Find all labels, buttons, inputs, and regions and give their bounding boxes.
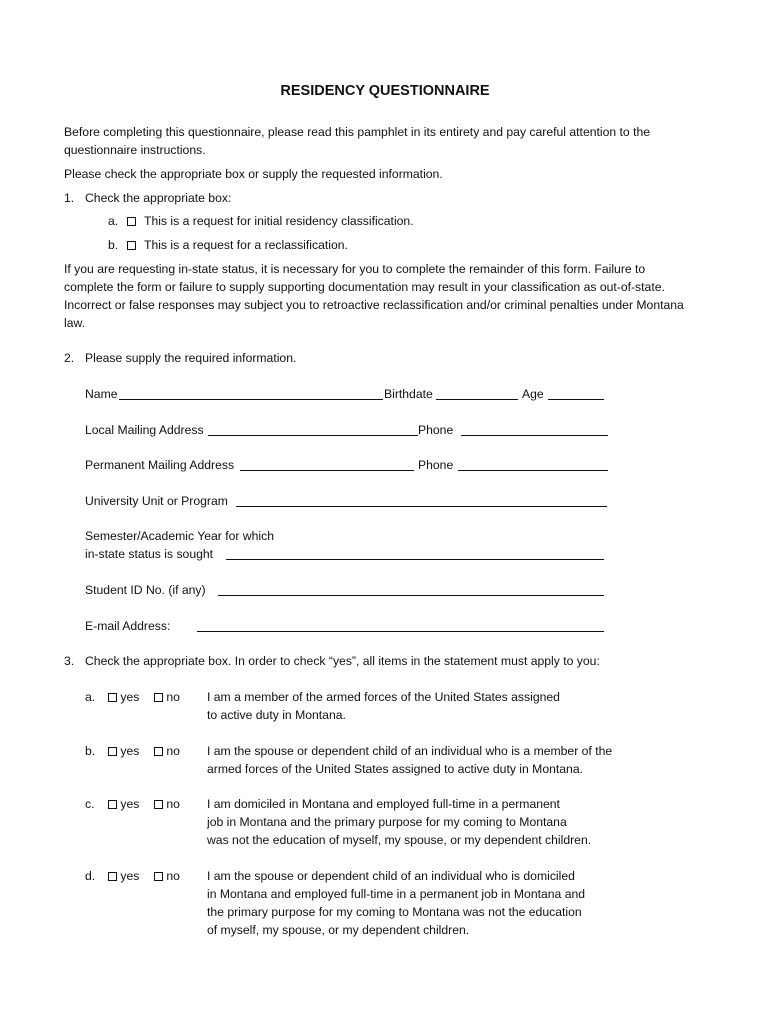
q3-item-line: armed forces of the United States assigned to active duty in Montana. [207,762,583,776]
intro-line: Before completing this questionnaire, please read this pamphlet in its entirety and pay careful attention to the [64,125,651,139]
q3-item-line: to active duty in Montana. [207,708,346,722]
q3-item-b-no[interactable] [154,742,180,760]
notice-line: law. [64,316,86,330]
semester-label: Semester/Academic Year for which [85,529,274,543]
email-label: E-mail Address: [85,619,171,633]
phone-label: Phone [418,423,454,437]
student-id-label: Student ID No. (if any) [85,583,206,597]
q1-option-letter: a. [108,214,119,228]
yes-label: yes [120,869,140,883]
page-title: RESIDENCY QUESTIONNAIRE [280,83,490,99]
q2-text: Please supply the required information. [85,351,297,365]
notice-line: Incorrect or false responses may subject you to retroactive reclassification and/or criminal penalties under Montana [64,298,684,312]
q3-item-line: job in Montana and the primary purpose for my coming to Montana [207,815,567,829]
q3-item-line: I am a member of the armed forces of the United States assigned [207,690,560,704]
local-phone-field[interactable] [461,435,608,436]
name-field[interactable] [119,399,383,400]
notice-line: complete the form or failure to supply supporting documentation may result in your classification as out-of-state. [64,280,665,294]
q3-item-line: I am the spouse or dependent child of an individual who is a member of the [207,744,613,758]
q3-item-c-no[interactable] [154,795,180,813]
unit-label: University Unit or Program [85,494,228,508]
semester-label: in-state status is sought [85,547,214,561]
instruction-line: Please check the appropriate box or supply the requested information. [64,167,443,181]
q3-item-d-no[interactable] [154,867,180,885]
q1-option-a-checkbox[interactable] [127,212,136,230]
q3-item-line: I am the spouse or dependent child of an individual who is domiciled [207,869,575,883]
q3-item-a-yes[interactable] [108,688,139,706]
q3-item-a-no[interactable] [154,688,180,706]
q2-number: 2. [64,351,75,365]
q3-item-c-yes[interactable] [108,795,139,813]
local-address-field[interactable] [208,435,418,436]
q3-item-letter: d. [85,869,96,883]
permanent-phone-field[interactable] [458,470,608,471]
q3-text: Check the appropriate box. In order to check “yes”, all items in the statement must apply to you: [85,654,600,668]
q3-item-line: I am domiciled in Montana and employed full-time in a permanent [207,797,560,811]
yes-label: yes [120,744,140,758]
q3-item-line: the primary purpose for my coming to Montana was not the education [207,905,582,919]
permanent-address-field[interactable] [240,470,414,471]
no-label: no [166,690,180,704]
q1-text: Check the appropriate box: [85,191,232,205]
q3-item-b-yes[interactable] [108,742,139,760]
q3-item-line: in Montana and employed full-time in a permanent job in Montana and [207,887,586,901]
q3-item-d-yes[interactable] [108,867,139,885]
semester-field[interactable] [226,559,604,560]
unit-field[interactable] [236,506,607,507]
q3-item-letter: a. [85,690,96,704]
yes-label: yes [120,797,140,811]
yes-label: yes [120,690,140,704]
birthdate-field[interactable] [436,399,518,400]
no-label: no [166,797,180,811]
local-address-label: Local Mailing Address [85,423,204,437]
name-label: Name [85,387,118,401]
age-field[interactable] [548,399,604,400]
email-field[interactable] [197,631,604,632]
q1-option-text: This is a request for initial residency classification. [144,214,414,228]
permanent-address-label: Permanent Mailing Address [85,458,235,472]
student-id-field[interactable] [218,595,604,596]
no-label: no [166,869,180,883]
notice-line: If you are requesting in-state status, it is necessary for you to complete the remainder of this form. Failure to [64,262,646,276]
q1-option-letter: b. [108,238,119,252]
no-label: no [166,744,180,758]
q1-number: 1. [64,191,75,205]
q3-item-line: was not the education of myself, my spouse, or my dependent children. [207,833,592,847]
intro-line: questionnaire instructions. [64,143,206,157]
q3-item-letter: c. [85,797,95,811]
q1-option-text: This is a request for a reclassification. [144,238,348,252]
q3-number: 3. [64,654,75,668]
age-label: Age [522,387,544,401]
phone-label: Phone [418,458,454,472]
q1-option-b-checkbox[interactable] [127,236,136,254]
q3-item-letter: b. [85,744,96,758]
birthdate-label: Birthdate [384,387,433,401]
q3-item-line: of myself, my spouse, or my dependent children. [207,923,470,937]
